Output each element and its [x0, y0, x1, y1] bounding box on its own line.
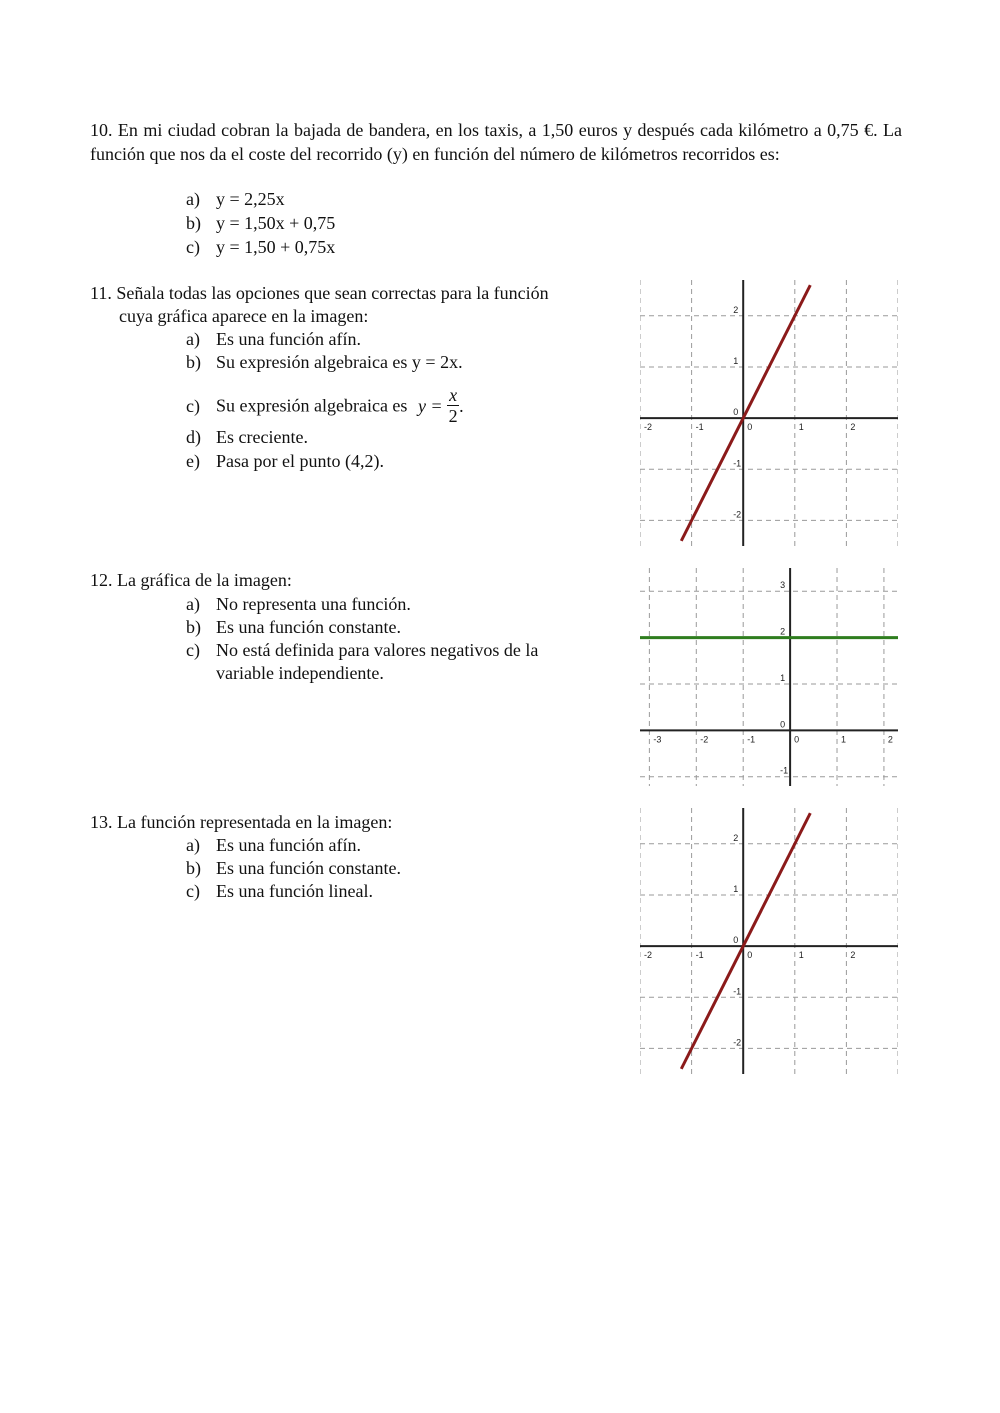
y-tick-label: -2 — [733, 1037, 742, 1048]
graph-q13 — [640, 808, 898, 1074]
option-label: b) — [186, 617, 201, 637]
question-11-line2: cuya gráfica aparece en la imagen: — [119, 306, 369, 326]
q12-option-c-continued: variable independiente. — [216, 663, 384, 683]
y-tick-label: 0 — [780, 719, 786, 730]
question-number: 12. — [90, 570, 113, 590]
q10-option-c[interactable] — [186, 235, 335, 259]
y-tick-label: -1 — [733, 986, 742, 997]
fraction-denominator: 2 — [448, 406, 458, 426]
option-text: y = 1,50 + 0,75x — [216, 237, 336, 257]
question-number: 13. — [90, 812, 113, 832]
function-line — [681, 285, 810, 541]
question-text-line1: Señala todas las opciones que sean correctas para la función — [116, 283, 549, 303]
y-tick-label: 2 — [733, 832, 739, 843]
question-12 — [90, 568, 292, 592]
question-10 — [90, 119, 902, 166]
q12-option-c[interactable] — [186, 638, 538, 662]
y-tick-label: 1 — [733, 355, 739, 366]
q11-option-d[interactable] — [186, 425, 308, 449]
graph-q11 — [640, 280, 898, 546]
y-tick-label: 1 — [733, 883, 739, 894]
option-label: c) — [186, 395, 200, 416]
option-text: Su expresión algebraica es — [216, 395, 408, 416]
option-label: a) — [186, 594, 200, 614]
option-text: Es una función constante. — [216, 617, 401, 637]
q10-option-b[interactable] — [186, 211, 335, 235]
question-number: 10. — [90, 120, 113, 140]
option-label: a) — [186, 189, 200, 209]
option-label: b) — [186, 213, 201, 233]
y-tick-label: 3 — [780, 580, 786, 591]
y-tick-label: 0 — [733, 407, 739, 418]
option-label: a) — [186, 835, 200, 855]
formula-lhs: y = — [417, 395, 443, 416]
option-text: y = 2,25x — [216, 189, 285, 209]
x-tick-label: -2 — [644, 950, 653, 961]
formula-end: . — [459, 395, 464, 416]
x-tick-label: 2 — [850, 422, 856, 433]
question-text: La función representada en la imagen: — [117, 812, 393, 832]
q11-option-a[interactable] — [186, 327, 361, 351]
question-text: La gráfica de la imagen: — [117, 570, 292, 590]
y-tick-label: 2 — [733, 304, 739, 315]
option-text: Es una función afín. — [216, 329, 361, 349]
x-tick-label: -2 — [700, 734, 709, 745]
x-tick-label: 1 — [798, 950, 804, 961]
x-tick-label: 0 — [794, 734, 800, 745]
x-tick-label: -2 — [644, 422, 653, 433]
x-tick-label: -1 — [695, 422, 704, 433]
option-label: d) — [186, 427, 201, 447]
x-tick-label: 1 — [841, 734, 847, 745]
question-number: 11. — [90, 283, 112, 303]
q13-option-a[interactable] — [186, 833, 361, 857]
option-label: e) — [186, 451, 200, 471]
x-tick-label: 0 — [747, 950, 753, 961]
option-label: c) — [186, 237, 200, 257]
option-text: y = 1,50x + 0,75 — [216, 213, 336, 233]
formula — [417, 385, 464, 426]
option-label: c) — [186, 881, 200, 901]
y-tick-label: -2 — [733, 509, 742, 520]
option-text: Es una función lineal. — [216, 881, 373, 901]
q10-option-a[interactable] — [186, 187, 285, 211]
x-tick-label: 1 — [798, 422, 804, 433]
graph-q12 — [640, 568, 898, 786]
question-text: En mi ciudad cobran la bajada de bandera, en los taxis, a 1,50 euros y después cada kilómetro a 0,75 €. La función que nos da el coste del recorrido (y) en función del número de kilómetros recorridos es: — [90, 120, 902, 164]
q11-option-b[interactable] — [186, 350, 463, 374]
q11-option-c[interactable] — [186, 387, 464, 428]
y-tick-label: 2 — [780, 626, 786, 637]
x-tick-label: 2 — [887, 734, 893, 745]
option-text: No representa una función. — [216, 594, 411, 614]
option-text: Pasa por el punto (4,2). — [216, 451, 384, 471]
q13-option-b[interactable] — [186, 856, 401, 880]
option-text: No está definida para valores negativos de la — [216, 640, 539, 660]
option-text: Es creciente. — [216, 427, 308, 447]
option-text: Es una función constante. — [216, 858, 401, 878]
q13-option-c[interactable] — [186, 879, 373, 903]
q11-option-e[interactable] — [186, 449, 384, 473]
q12-option-a[interactable] — [186, 592, 411, 616]
x-tick-label: -1 — [695, 950, 704, 961]
option-label: a) — [186, 329, 200, 349]
option-text: Su expresión algebraica es y = 2x. — [216, 352, 463, 372]
x-tick-label: -1 — [747, 734, 756, 745]
x-tick-label: -3 — [653, 734, 662, 745]
option-label: b) — [186, 352, 201, 372]
fraction — [447, 385, 459, 426]
q12-option-b[interactable] — [186, 615, 401, 639]
y-tick-label: -1 — [780, 765, 789, 776]
function-line — [681, 813, 810, 1069]
question-13 — [90, 810, 392, 834]
y-tick-label: -1 — [733, 458, 742, 469]
x-tick-label: 0 — [747, 422, 753, 433]
y-tick-label: 1 — [780, 672, 786, 683]
question-11 — [90, 281, 549, 305]
fraction-numerator: x — [449, 385, 458, 405]
x-tick-label: 2 — [850, 950, 856, 961]
option-label: c) — [186, 640, 200, 660]
option-text: Es una función afín. — [216, 835, 361, 855]
option-label: b) — [186, 858, 201, 878]
y-tick-label: 0 — [733, 935, 739, 946]
